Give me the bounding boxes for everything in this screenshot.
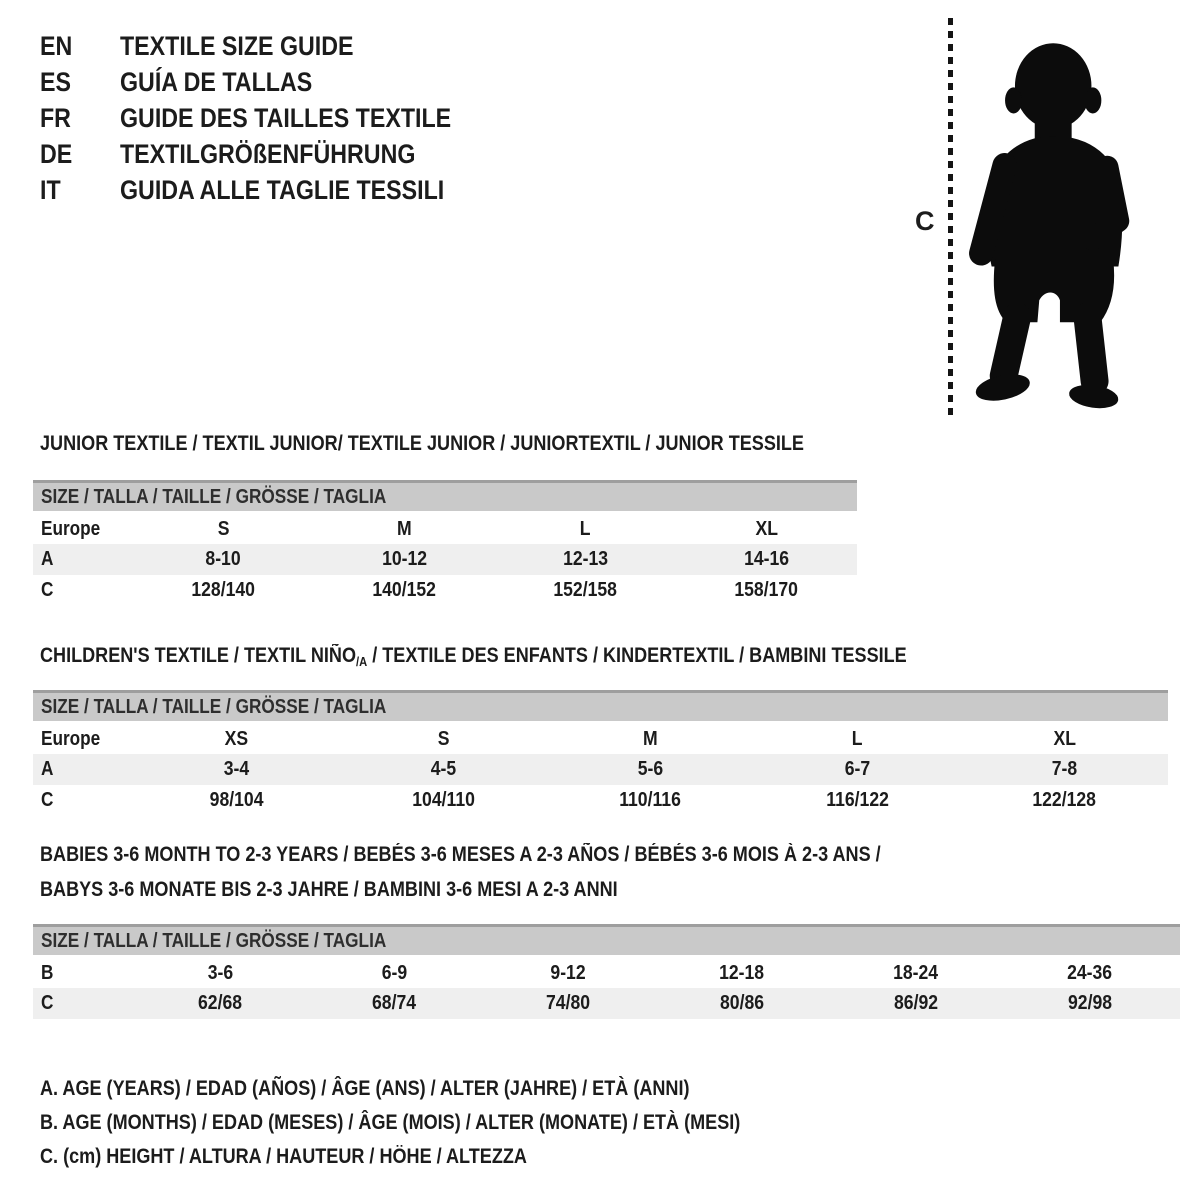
height-value: 140/152 — [372, 579, 437, 601]
height-value: 74/80 — [545, 992, 591, 1014]
table-row — [33, 988, 1180, 1019]
lang-row-en — [40, 28, 505, 64]
age-value: 3-4 — [223, 758, 250, 780]
language-title-list — [40, 28, 505, 208]
nino-a-subscript: /A — [356, 654, 368, 669]
size-header: XL — [755, 518, 778, 540]
height-value: 152/158 — [553, 579, 618, 601]
age-months-value: 18-24 — [893, 962, 939, 984]
size-band-header: SIZE / TALLA / TAILLE / GRÖSSE / TAGLIA — [33, 924, 1180, 955]
toddler-silhouette-icon — [965, 15, 1145, 427]
lang-label: TEXTILGRÖßENFÜHRUNG — [120, 139, 416, 169]
height-measure-figure — [903, 10, 1153, 428]
lang-label: GUÍA DE TALLAS — [120, 67, 313, 97]
size-header: S — [437, 728, 450, 750]
babies-size-table — [33, 924, 1180, 1019]
size-header: S — [217, 518, 230, 540]
table-row — [33, 544, 857, 575]
age-value: 5-6 — [637, 758, 664, 780]
region-label: Europe — [41, 518, 101, 540]
row-label: A — [41, 548, 54, 570]
height-value: 68/74 — [371, 992, 417, 1014]
height-dashed-line — [948, 18, 953, 418]
size-header: L — [580, 518, 591, 540]
age-value: 4-5 — [430, 758, 457, 780]
children-section-title: CHILDREN'S TEXTILE / TEXTIL $NIÑO_{/A}$ / TEXTILE DES ENFANTS / KINDERTEXTIL / BAMBINI TESSILE — [40, 644, 907, 669]
lang-code: ES — [40, 67, 71, 97]
height-value: 80/86 — [719, 992, 765, 1014]
height-value: 86/92 — [893, 992, 939, 1014]
height-value: 104/110 — [412, 789, 475, 811]
row-label: C — [41, 992, 54, 1014]
measure-c-label: C — [915, 206, 935, 236]
age-months-value: 9-12 — [550, 962, 586, 984]
lang-label: GUIDE DES TAILLES TEXTILE — [120, 103, 452, 133]
age-value: 10-12 — [381, 548, 428, 570]
measurement-legend — [40, 1072, 854, 1174]
junior-section-title: JUNIOR TEXTILE / TEXTIL JUNIOR/ TEXTILE JUNIOR / JUNIORTEXTIL / JUNIOR TESSILE — [40, 432, 804, 455]
lang-code: DE — [40, 139, 73, 169]
size-band-header: SIZE / TALLA / TAILLE / GRÖSSE / TAGLIA — [33, 480, 857, 511]
row-label: B — [41, 962, 54, 984]
size-header: XL — [1053, 728, 1076, 750]
lang-label: GUIDA ALLE TAGLIE TESSILI — [120, 175, 445, 205]
size-header: M — [397, 518, 412, 540]
height-value: 98/104 — [209, 789, 264, 811]
lang-row-de — [40, 136, 505, 172]
children-size-table — [33, 690, 1168, 816]
row-label: C — [41, 789, 54, 811]
height-value: 92/98 — [1067, 992, 1113, 1014]
babies-section-title-line1: BABIES 3-6 MONTH TO 2-3 YEARS / BEBÉS 3-6 MESES A 2-3 AÑOS / BÉBÉS 3-6 MOIS À 2-3 ANS / — [40, 843, 881, 866]
size-header: L — [852, 728, 863, 750]
row-label: C — [41, 579, 54, 601]
babies-section-title-line2: BABYS 3-6 MONATE BIS 2-3 JAHRE / BAMBINI 3-6 MESI A 2-3 ANNI — [40, 878, 618, 901]
age-value: 8-10 — [205, 548, 242, 570]
lang-row-es — [40, 64, 505, 100]
size-header: XS — [224, 728, 249, 750]
lang-code: FR — [40, 103, 71, 133]
legend-line-c: C. (cm) HEIGHT / ALTURA / HAUTEUR / HÖHE / ALTEZZA — [40, 1145, 527, 1168]
legend-line-a: A. AGE (YEARS) / EDAD (AÑOS) / ÂGE (ANS) / ALTER (JAHRE) / ETÀ (ANNI) — [40, 1077, 690, 1100]
lang-code: IT — [40, 175, 61, 205]
height-value: 158/170 — [734, 579, 799, 601]
height-value: 62/68 — [197, 992, 243, 1014]
size-band-header: SIZE / TALLA / TAILLE / GRÖSSE / TAGLIA — [33, 690, 1168, 721]
table-row — [33, 721, 1168, 754]
height-value: 116/122 — [826, 789, 889, 811]
height-value: 110/116 — [619, 789, 682, 811]
age-value: 12-13 — [562, 548, 609, 570]
junior-size-table — [33, 480, 857, 606]
lang-row-it — [40, 172, 505, 208]
age-months-value: 3-6 — [207, 962, 233, 984]
height-value: 122/128 — [1032, 789, 1097, 811]
age-value: 6-7 — [844, 758, 871, 780]
table-row — [33, 511, 857, 544]
age-months-value: 24-36 — [1067, 962, 1113, 984]
age-value: 14-16 — [743, 548, 790, 570]
age-months-value: 12-18 — [719, 962, 765, 984]
legend-line-b: B. AGE (MONTHS) / EDAD (MESES) / ÂGE (MOIS) / ALTER (MONATE) / ETÀ (MESI) — [40, 1111, 741, 1134]
lang-row-fr — [40, 100, 505, 136]
age-months-value: 6-9 — [381, 962, 407, 984]
region-label: Europe — [41, 728, 101, 750]
table-row — [33, 754, 1168, 785]
table-row — [33, 955, 1180, 988]
lang-code: EN — [40, 31, 73, 61]
height-value: 128/140 — [191, 579, 256, 601]
table-row — [33, 575, 857, 606]
row-label: A — [41, 758, 54, 780]
lang-label: TEXTILE SIZE GUIDE — [120, 31, 354, 61]
size-header: M — [643, 728, 658, 750]
table-row — [33, 785, 1168, 816]
age-value: 7-8 — [1051, 758, 1078, 780]
